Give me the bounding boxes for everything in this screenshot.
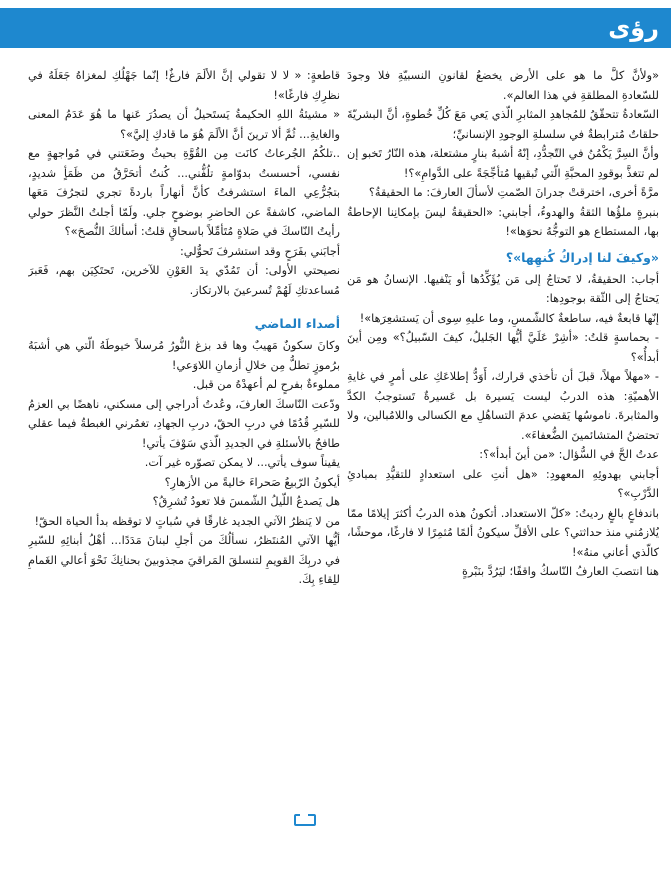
paragraph: قاطعةٍ: « لا لا تقولي إنَّ الألَمَ فارغٌ! إنّما جَهْلُكِ لمغزاهُ جَعَلَهُ في نظرِكِ فارغًا»!	[28, 69, 340, 102]
bracket-mark-icon	[294, 814, 316, 826]
paragraph: أجاب: الحقيقةُ، لا تَحتاجُ إلى مَن يُؤَكِّدُها أو يَنْفيها. الإنسانُ هو مَن يَحتاجُ إلى الثّقة بوجودِها:	[347, 272, 659, 305]
paragraph: من لا يَنظرُ الآتي الجديد غارقًا في سُباتٍ لا توقظه بدأ الحياة الحقّ!	[34, 514, 340, 528]
paragraph: أيُّها الآتي المُنتَظرُ، نسألُكَ من أجلِ لبنانَ مَدَدًا... أهْلُ أبنائِهِ للسّيرِ في دربِكَ القويمِ لتنسلقَ المَراقيَ مجذوبينَ بحنانِكَ نَحْوَ أعالي الغَمامِ للِقاءِ بِكَ.	[28, 534, 340, 586]
paragraph: هل يَصدعُ اللّيلُ الشّمسَ فلا تعودُ تُشرِقُ؟	[152, 495, 340, 508]
paragraph: وأنَّ السِرَّ يَكْمُنُ في التّجدُّدِ، إنّهُ أشبهُ بنارٍ مشتعلة، هذه النّارُ تَخبو إن لم تتغذَّ بوقودِ المحبَّةِ الّتي تُبقيها مُتأجِّجَةً على الدَّوامِ»؟!	[347, 147, 659, 180]
paragraph: بنبرةٍ ملؤُها الثقةُ والهدوءُ، أجابني: «الحقيقةُ ليسَ بإمكانِنا الإحاطةُ بها، المستطاع هو التوجُّهُ نحوَها»!	[347, 205, 659, 238]
paragraph: وكانَ سكونٌ مَهيبٌ وها قد بزغ النُّورُ مُرسلاً خيوطَهُ الّتي هي أشبَهُ برُموزٍ تطلُّ مِن خلالِ أزمانِ اللاوَعي!	[28, 339, 340, 372]
paragraph: ودّعت النّاسكَ العارفَ، وعُدتُ أدراجي إلى مسكني، ناهضًا بي العزمُ للسّيرِ قُدُمًا في دربِ الحقّ، دربِ الجهادِ، تغمُرني الغبطةُ فيما عقلي طافحٌ بالأسئلةِ في الجديدِ الّذي سَوْفَ يأتي!	[28, 397, 340, 450]
page-header	[0, 0, 671, 48]
section-title: رؤى	[608, 14, 659, 42]
header-bar	[0, 8, 671, 48]
subheading: أصداء الماضي	[254, 316, 340, 331]
paragraph: «ولأنَّ كلَّ ما هو على الأرض يخضعُ لقانونِ النسبيّةِ فلا وجودَ للسّعادةِ المطلقةِ في هذا العالم».	[347, 69, 659, 102]
paragraph: السّعادةُ تتحقّقُ للمُجاهدِ المثابرِ الّذي يَعي مَعَ كُلِّ خُطوةٍ، أنَّ البشريّةَ حلقاتٌ مُترابطةٌ في سلسلةِ الوجودِ الإنسانيِّ؛	[347, 108, 659, 141]
paragraph: أجابني بهدوئِهِ المعهودِ: «هل أنتِ على استعدادٍ للتقيُّدِ بمبادئِ الدَّرْبِ»؟	[347, 467, 659, 500]
paragraph: هنا انتصبَ العارفُ النّاسكُ واقفًا؛ ليَرُدَّ بنَبْرةٍ	[462, 565, 659, 578]
left-column	[28, 66, 340, 830]
paragraph: عدتُ الحَّ في السُّؤال: «من أينَ أبدأ»؟:	[479, 448, 659, 461]
right-column	[347, 66, 659, 866]
paragraph: « مشيئةُ اللهِ الحكيمةُ يَستَحيلُ أن يصدُرَ عَنها ما هُوَ عَدَمُ المعنى والغايةِ... ثُمَّ ألا ترينَ أنَّ الألَمَ هُوَ ما قادكِ إليَّ»؟	[28, 108, 340, 141]
paragraph: إنّها قابعةٌ فيه، ساطعةٌ كالشّمسِ، وما عليهِ سِوى أن يَستشعِرَها»!	[359, 311, 659, 325]
paragraph: مرَّةً أخرى، اخترقتْ جدرانَ الصّمتِ لأسألَ العارفَ: ما الحقيقةُ؟	[368, 186, 659, 199]
paragraph: أجابَني بفَرَحٍ وقد استشرفَ تَحوُّلي:	[179, 244, 340, 258]
paragraph: - «مهلاً مهلاً، قبلَ أن تأخذي قرارك، أَوَدُّ إطلاعَكِ على أمرٍ في غايةِ الأهميّةِ: هذه الدربُ ليست يَسيرة بل عَسيرةٌ تَستوجبُ الكدَّ والمثابرةَ. ناموسُها يَقضي عدمَ التساهُلِ مع الكسالى واللامُبالين، ولا تحتضنُ المتشائمينَ الضُّعفاءَ».	[347, 370, 659, 442]
subheading: «وكيفَ لنا إدراكُ كُنهِها»؟	[505, 249, 659, 265]
paragraph: باندفاعٍ بالغٍ رديتُ: «كلّ الاستعداد. أتكونُ هذه الدربُ أكثرَ إيلامًا ممّا يُلازمُني منذ حداثتي؟ على الأقلِّ سيكونُ ألمًا مُثمِرًا لا فارغًا، موحشًا، كالّذي أعاني منهُ»!	[347, 506, 659, 559]
paragraph: ..تلكُمُ الجُرعاتُ كانَت مِن القُوَّةِ بحيثُ وضَعَتني في مُواجهةٍ مع نفسي، أحسستُ بدوّامةٍ تلُفُّني... كُنتُ أتحَرَّقُ من ظَمَأٍ شديدٍ، بتجُرُّعِي الماءَ استشرفتُ كأنَّ أنهاراً باردةً تجري لتجرُفَ مَعَها الماضي، كاشفةً عن الحاضرِ بوضوحٍ جلي. ولَمّا أجلتُ النَّظرَ حولي رأيتُ النّاسكَ في صَلاةٍ مُتَأمِّلاً باسحاقٍ قلتُ: أسألكَ النُّصحَ»؟	[28, 147, 340, 238]
paragraph: مملوءةٌ بفرحٍ لم أعهدْهُ من قبل.	[192, 378, 340, 391]
paragraph: أيكونُ الرّبيعُ صَحراءَ خاليةً من الأزهارِ؟	[164, 475, 340, 489]
paragraph: نصيحتي الأولى: أن تَمُدّي يدَ العَوْنِ للآخرين، تَحتَكِيَن بهم، فَعَبرَ مُساعدتكِ لَهُمْ تُسرعينَ بالارتكاز.	[28, 264, 340, 297]
paragraph: يقيناً سوف يأتي... لا يمكن تصوّره غير آت.	[144, 456, 340, 469]
paragraph: - بحماسةٍ قلتُ: «أشِرْ عَلَيَّ أيُّها الجَليلُ، كيفَ السّبيلُ؟» ومِن أينَ أبدأُ»؟	[347, 331, 659, 364]
